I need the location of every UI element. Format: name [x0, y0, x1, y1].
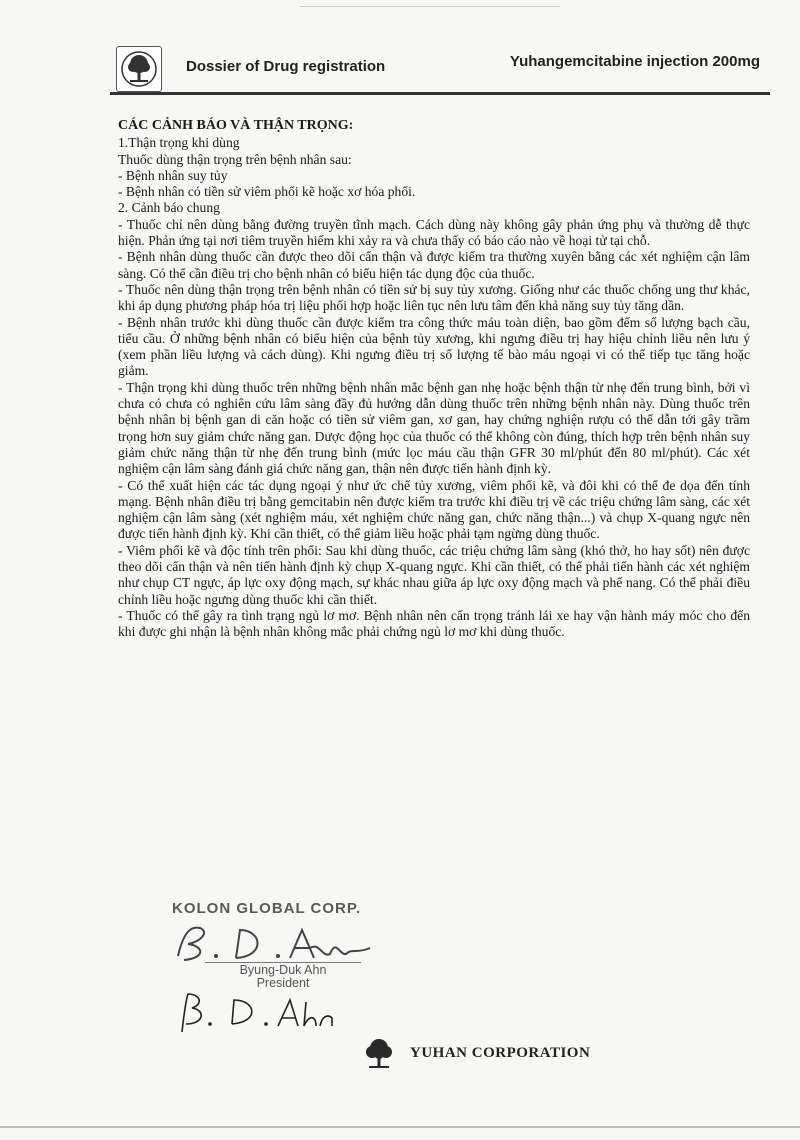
paragraph: - Thuốc có thể gây ra tình trạng ngủ lơ mơ. Bệnh nhân nên cẩn trọng tránh lái xe hay vận hành máy móc cho đến khi được ghi nhận là bệnh nhân không mắc phải chứng ngủ lơ mơ khi dùng thuốc.	[118, 607, 750, 640]
warnings-section	[118, 118, 750, 641]
paragraph: - Thận trọng khi dùng thuốc trên những bệnh nhân mắc bệnh gan nhẹ hoặc bệnh thận từ nhẹ đến trung bình, bởi vì chưa có chưa có nghiên cứu lâm sàng đầy đủ hướng dẫn dùng thuốc trên những bệnh nhân này. Dùng thuốc trên bệnh nhân bị bệnh gan di căn hoặc có tiền sử viêm gan, xơ gan, hay chứng nghiện rượu có thể dẫn tới gây trầm trọng hơn suy giảm chức năng gan. Dược động học của thuốc có thể không còn đúng, thích hợp trên bệnh nhân suy giảm chức năng thận từ nhẹ đến trung bình (mức lọc máu cầu thận GFR 30 ml/phút đến 80 ml/phút). Các xét nghiệm cận lâm sàng đánh giá chức năng gan, thận nên được tiến hành định kỳ.	[118, 379, 750, 477]
stamp-signer	[208, 964, 358, 990]
paragraph: - Có thể xuất hiện các tác dụng ngoại ý như ức chế tủy xương, viêm phổi kẽ, và đôi khi có thể đe dọa đến tính mạng. Bệnh nhân điều trị bằng gemcitabin nên được kiểm tra trước khi điều trị về các triệu chứng lâm sàng, các xét nghiệm cận lâm sàng (xét nghiệm máu, xét nghiệm chức năng gan, chức năng thận...) và chụp X-quang ngực nên được tiến hành định kỳ. Khi cần thiết, có thể giảm liều hoặc phải tạm ngừng dùng thuốc.	[118, 477, 750, 542]
header-product-name: Yuhangemcitabine injection 200mg	[509, 53, 760, 70]
header-document-title: Dossier of Drug registration	[186, 58, 386, 75]
paragraph: - Bệnh nhân dùng thuốc cần được theo dõi cẩn thận và được kiểm tra thường xuyên bằng các xét nghiệm cận lâm sàng. Có thể cần điều trị cho bệnh nhân có biểu hiện tác dụng độc của thuốc.	[118, 249, 750, 281]
paragraph: - Viêm phổi kẽ và độc tính trên phổi: Sau khi dùng thuốc, các triệu chứng lâm sàng (khó thở, ho hay sốt) nên được theo dõi cẩn thận và nên tiến hành định kỳ chụp X-quang ngực. Khi cần thiết, có thể phải tiến hành các xét nghiệm như chụp CT ngực, áp lực oxy động mạch, sự khác nhau giữa áp lực oxy động mạch và phế nang. Có thể phải điều chỉnh liều hoặc ngưng dùng thuốc khi cần thiết.	[118, 542, 750, 607]
stamp-company-name: KOLON GLOBAL CORP.	[172, 900, 362, 917]
paragraph: - Bệnh nhân suy tủy	[118, 167, 228, 183]
header-divider	[110, 92, 770, 95]
scan-artifact-line	[300, 6, 560, 7]
paragraph: 1.Thận trọng khi dùng	[118, 135, 240, 151]
tree-emblem-icon	[360, 1034, 398, 1072]
paragraph: 2. Cảnh báo chung	[118, 200, 220, 216]
tree-emblem-icon	[116, 46, 162, 92]
footer-company-name: YUHAN CORPORATION	[410, 1045, 591, 1061]
signer-name: Byung-Duk Ahn	[239, 963, 327, 977]
paragraph: - Bệnh nhân trước khi dùng thuốc cần được kiểm tra công thức máu toàn diện, bao gồm đếm số lượng bạch cầu, tiểu cầu. Ở những bệnh nhân có biểu hiện của bệnh tủy xương, khi ngưng điều trị hay hiệu chỉnh liều nên lưu ý (xem phần liều lượng và cách dùng). Khi ngưng điều trị số lượng tế bào máu ngoại vi có thể tiếp tục tăng hoặc giảm.	[118, 314, 750, 379]
signer-role: President	[256, 976, 310, 990]
paragraph: - Thuốc nên dùng thận trọng trên bệnh nhân có tiền sử bị suy tủy xương. Giống như các thuốc chống ung thư khác, khi áp dụng phương pháp hóa trị liệu phối hợp hoặc liên tục nên lưu tâm đến khả năng suy tủy tăng dần.	[118, 281, 750, 314]
handwritten-signature	[170, 988, 350, 1043]
section-title: CÁC CẢNH BÁO VÀ THẬN TRỌNG:	[118, 118, 354, 133]
paragraph: - Thuốc chỉ nên dùng bằng đường truyền tĩnh mạch. Cách dùng này không gây phản ứng phụ và thường dễ thực hiện. Phản ứng tại nơi tiêm truyền hiếm khi xảy ra và chưa thấy có báo cáo nào về hoại tử tại chỗ.	[118, 216, 750, 249]
scan-edge	[0, 1126, 800, 1128]
paragraph: Thuốc dùng thận trọng trên bệnh nhân sau:	[118, 151, 352, 167]
paragraph: - Bệnh nhân có tiền sử viêm phổi kẽ hoặc xơ hóa phổi.	[118, 184, 416, 200]
page-header	[110, 40, 770, 96]
